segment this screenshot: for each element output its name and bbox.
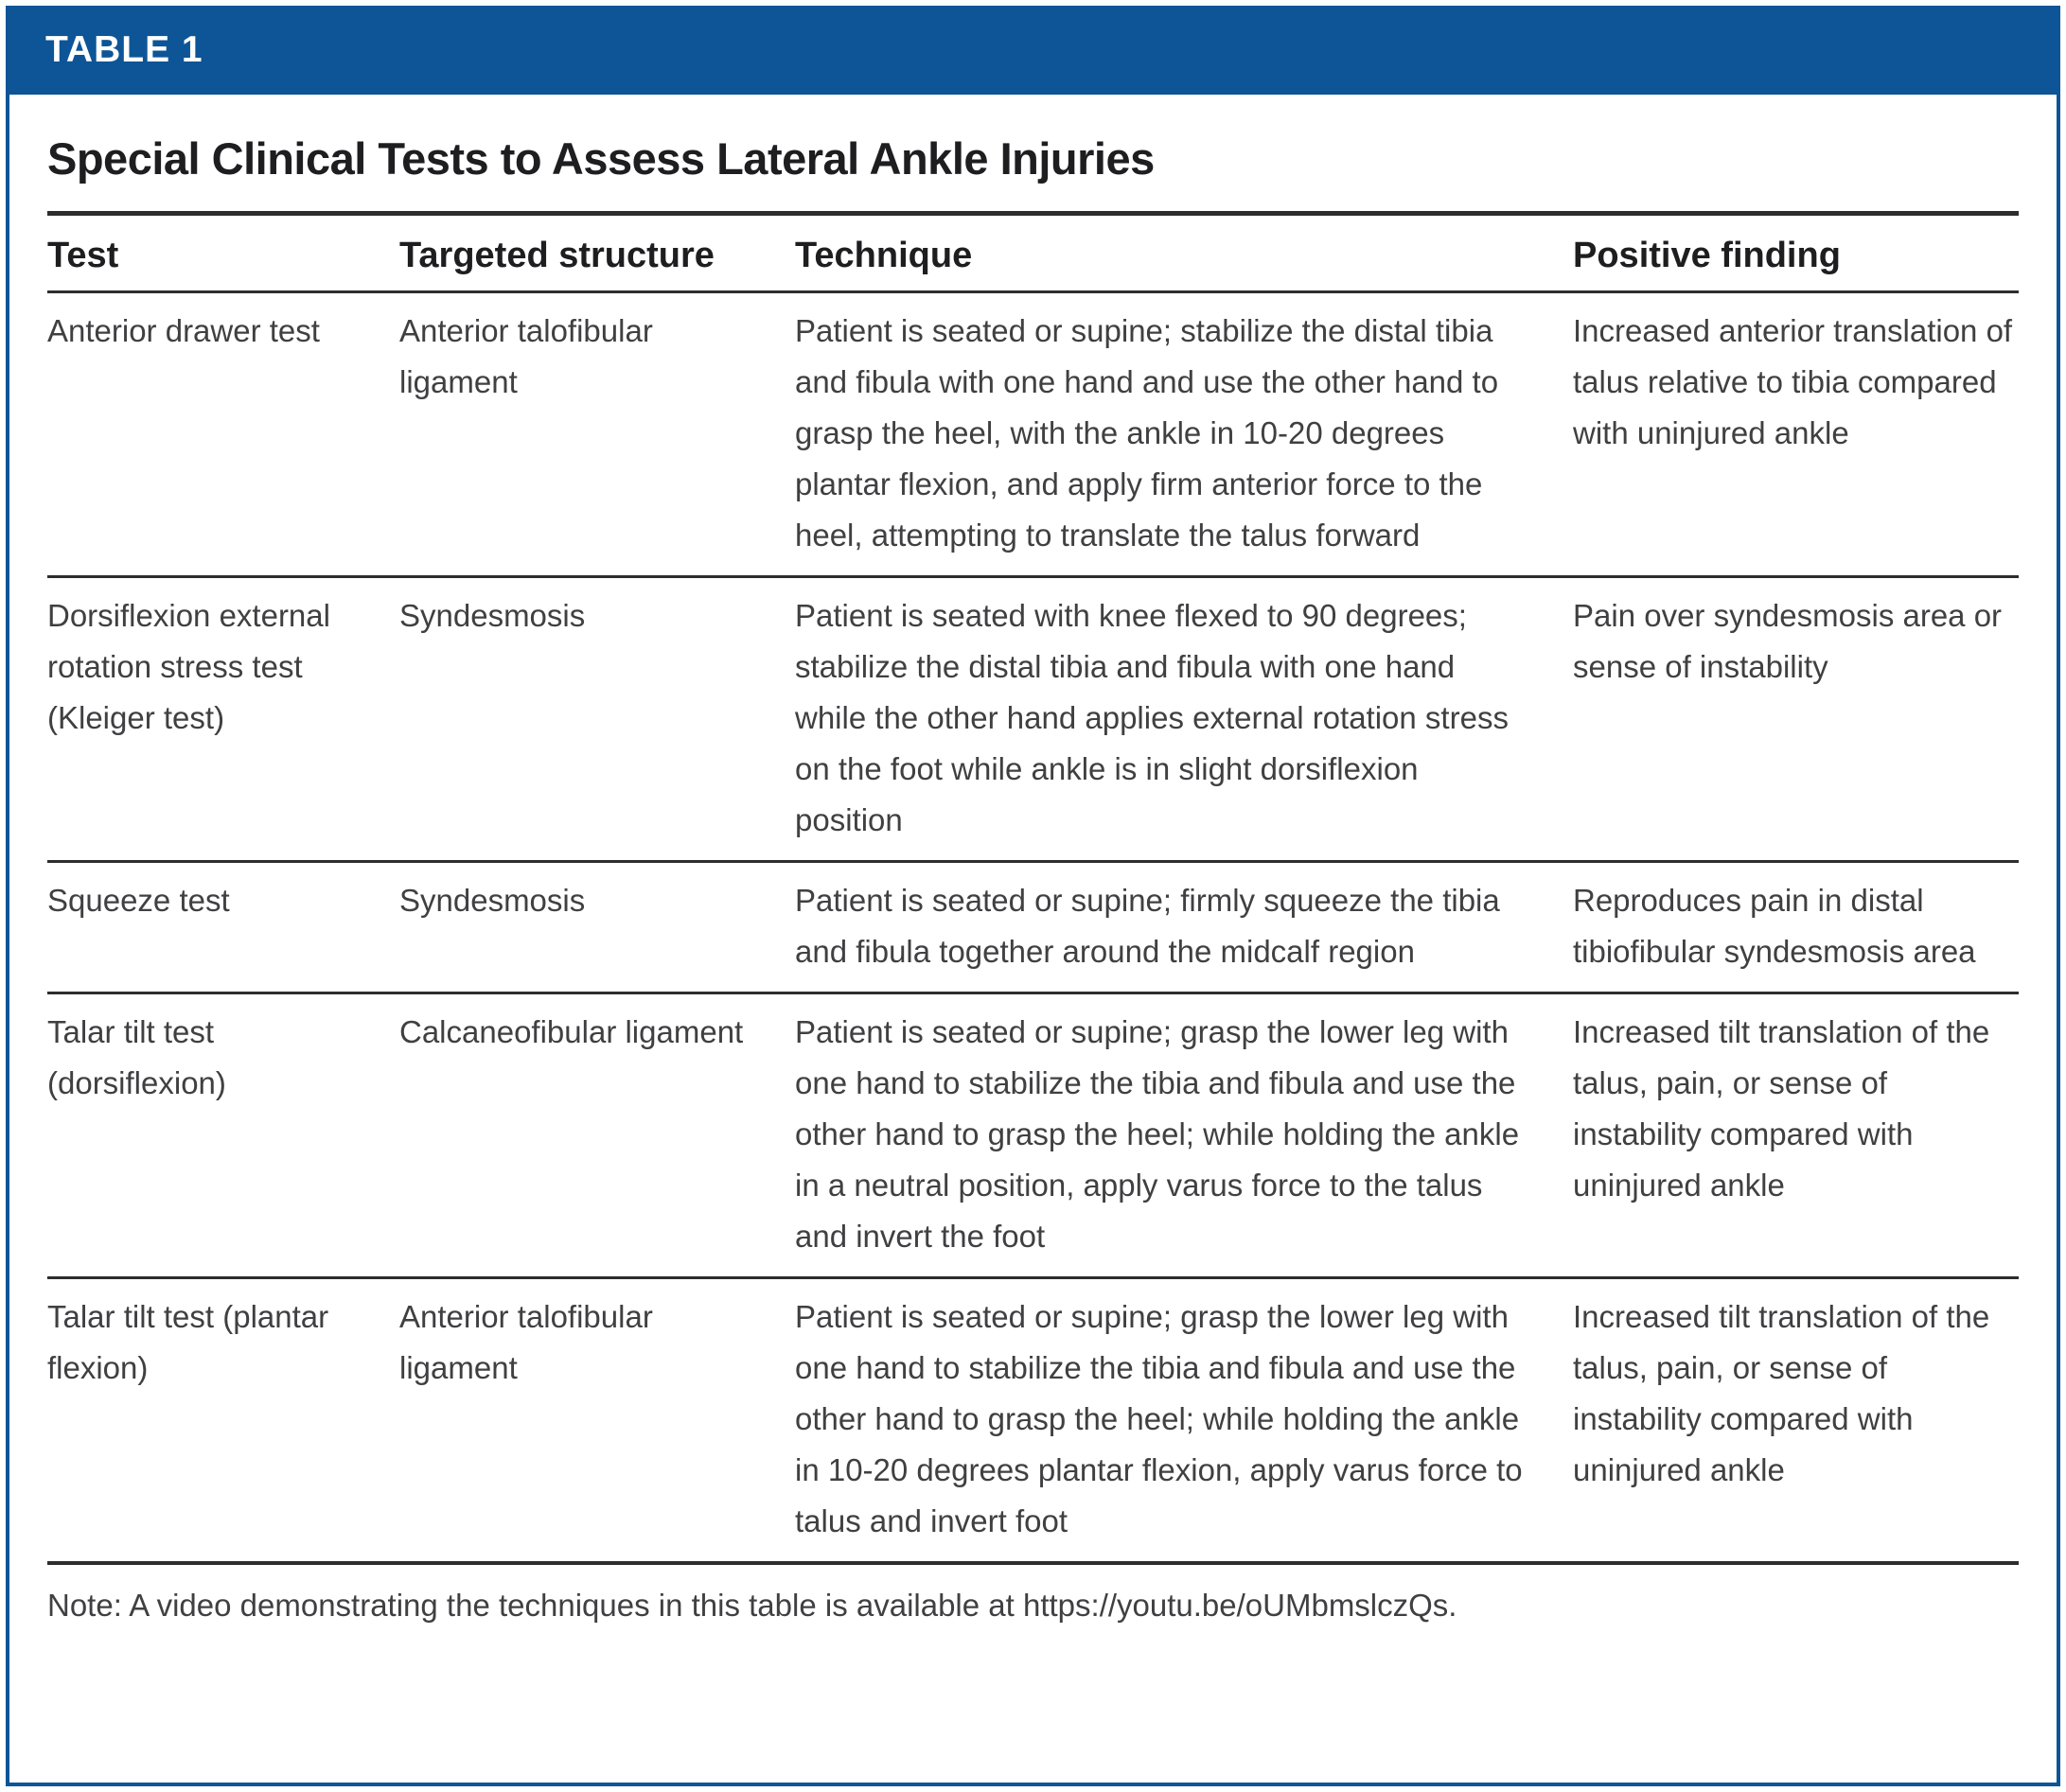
table-row-talar-tilt-test-dorsiflexion — [47, 994, 2019, 1279]
cell-targeted-structure: Anterior talofibular ligament — [399, 1299, 653, 1385]
cell-positive-finding: Pain over syndesmosis area or sense of instability — [1573, 598, 2003, 684]
cell-test: Dorsiflexion external rotation stress test (Kleiger test) — [47, 598, 330, 735]
cell-positive-finding: Increased tilt translation of the talus, pain, or sense of instability compared with uninjured ankle — [1573, 1014, 1990, 1203]
table-title: Special Clinical Tests to Assess Lateral Ankle Injuries — [47, 133, 1155, 184]
cell-technique: Patient is seated or supine; grasp the lower leg with one hand to stabilize the tibia and fibula and use the other hand to grasp the heel; while holding the ankle in a neutral position, apply varus force to the talus and invert the foot — [795, 1014, 1520, 1254]
cell-targeted-structure: Calcaneofibular ligament — [399, 1014, 744, 1049]
col-header-positive-finding: Positive finding — [1573, 236, 1841, 275]
table-panel — [6, 95, 2060, 1786]
cell-positive-finding: Reproduces pain in distal tibiofibular syndesmosis area — [1573, 883, 1976, 969]
cell-targeted-structure: Anterior talofibular ligament — [399, 313, 653, 399]
cell-test: Anterior drawer test — [47, 313, 320, 348]
table-row-squeeze-test — [47, 863, 2019, 994]
table-header-row — [47, 216, 2019, 293]
cell-test: Squeeze test — [47, 883, 230, 918]
cell-positive-finding: Increased anterior translation of talus relative to tibia compared with uninjured ankle — [1573, 313, 2013, 450]
cell-technique: Patient is seated or supine; firmly squeeze the tibia and fibula together around the midcalf region — [795, 883, 1500, 969]
cell-targeted-structure: Syndesmosis — [399, 598, 586, 633]
cell-technique: Patient is seated or supine; grasp the lower leg with one hand to stabilize the tibia and fibula and use the other hand to grasp the heel; while holding the ankle in 10-20 degrees plantar flexion, apply varus force to talus and invert foot — [795, 1299, 1523, 1538]
col-header-technique: Technique — [795, 236, 973, 275]
table-label: TABLE 1 — [45, 29, 203, 70]
cell-positive-finding: Increased tilt translation of the talus, pain, or sense of instability compared with uninjured ankle — [1573, 1299, 1990, 1487]
col-header-test: Test — [47, 236, 119, 275]
cell-test: Talar tilt test (dorsiflexion) — [47, 1014, 226, 1100]
table-row-dorsiflexion-external-rotation-stress-test — [47, 578, 2019, 863]
cell-targeted-structure: Syndesmosis — [399, 883, 586, 918]
cell-technique: Patient is seated or supine; stabilize the distal tibia and fibula with one hand and use the other hand to grasp the heel, with the ankle in 10-20 degrees plantar flexion, and apply firm anterior force to the heel, attempting to translate the talus forward — [795, 313, 1499, 553]
table-row-talar-tilt-test-plantar-flexion — [47, 1279, 2019, 1565]
table-note: Note: A video demonstrating the techniques in this table is available at https://youtu.be/oUMbmslczQs. — [47, 1588, 1457, 1623]
col-header-targeted-structure: Targeted structure — [399, 236, 715, 275]
clinical-tests-table — [47, 211, 2019, 1565]
cell-test: Talar tilt test (plantar flexion) — [47, 1299, 329, 1385]
table-header-bar — [6, 6, 2060, 95]
table-row-anterior-drawer-test — [47, 293, 2019, 578]
cell-technique: Patient is seated with knee flexed to 90 degrees; stabilize the distal tibia and fibula with one hand while the other hand applies external rotation stress on the foot while ankle is in slight dorsiflexion position — [795, 598, 1509, 837]
